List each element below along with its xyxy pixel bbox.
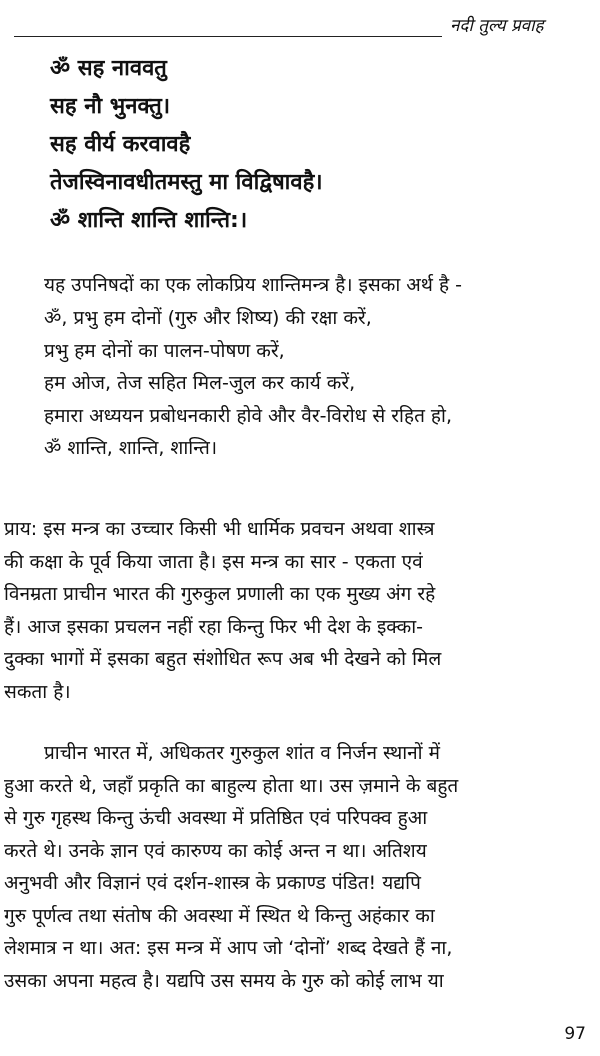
mantra-line: ॐ सह नाववतु [50,56,167,81]
meaning-intro: यह उपनिषदों का एक लोकप्रिय शान्तिमन्त्र है। इसका अर्थ है - [44,274,462,296]
mantra-line: तेजस्विनावधीतमस्तु मा विद्विषावहै। [50,170,323,195]
mantra-meaning [44,302,596,465]
paragraph-line: करते थे। उनके ज्ञान एवं कारुण्य का कोई अन्त न था। अतिशय [4,839,427,862]
paragraph-line: हैं। आज इसका प्रचलन नहीं रहा किन्तु फिर भी देश के इक्का- [4,615,424,638]
meaning-line: हम ओज, तेज सहित मिल-जुल कर कार्य करें, [44,372,356,395]
paragraph-line: दुक्का भागों में इसका बहुत संशोधित रूप अब भी देखने को मिल [4,648,442,670]
mantra-verse [50,50,590,240]
paragraph-line: से गुरु गृहस्थ किन्तु ऊंची अवस्था में प्रतिष्ठित एवं परिपक्व हुआ [4,807,428,829]
mantra-line: ॐ शान्ति शान्ति शान्ति:। [50,208,248,233]
paragraph-line: प्राय: इस मन्त्र का उच्चार किसी भी धार्मिक प्रवचन अथवा शास्त्र [4,518,435,540]
paragraph-2 [4,737,592,997]
paragraph-line: प्राचीन भारत में, अधिकतर गुरुकुल शांत व निर्जन स्थानों में [44,742,440,764]
paragraph-line: अनुभवी और विज्ञानं एवं दर्शन-शास्त्र के प्रकाण्ड पंडित! यद्यपि [4,872,421,894]
running-header-title: नदी तुल्य प्रवाह [450,16,544,36]
page-number: 97 [564,1024,586,1044]
header-rule [14,36,442,37]
paragraph-line: लेशमात्र न था। अत: इस मन्त्र में आप जो ‘दोनों’ शब्द देखते हैं ना, [4,937,453,959]
paragraph-line: सकता है। [4,680,71,703]
paragraph-line: गुरु पूर्णत्व तथा संतोष की अवस्था में स्थित थे किन्तु अहंकार का [4,904,435,927]
meaning-line: प्रभु हम दोनों का पालन-पोषण करें, [44,339,285,362]
paragraph-1 [4,513,592,708]
paragraph-line: विनम्रता प्राचीन भारत की गुरुकुल प्रणाली का एक मुख्य अंग रहे [4,583,436,605]
mantra-line: सह नौ भुनक्तु। [50,94,171,119]
meaning-line: ॐ, प्रभु हम दोनों (गुरु और शिष्य) की रक्षा करें, [44,307,372,329]
paragraph-line: की कक्षा के पूर्व किया जाता है। इस मन्त्र का सार - एकता एवं [4,550,423,573]
mantra-line: सह वीर्य करवावहै [50,132,191,157]
paragraph-line: उसका अपना महत्व है। यद्यपि उस समय के गुरु को कोई लाभ या [4,969,444,992]
paragraph-line: हुआ करते थे, जहाँ प्रकृति का बाहुल्य होता था। उस ज़माने के बहुत [4,774,459,797]
meaning-line: हमारा अध्ययन प्रबोधनकारी होवे और वैर-विरोध से रहित हो, [44,404,452,427]
meaning-line: ॐ शान्ति, शान्ति, शान्ति। [44,437,218,460]
